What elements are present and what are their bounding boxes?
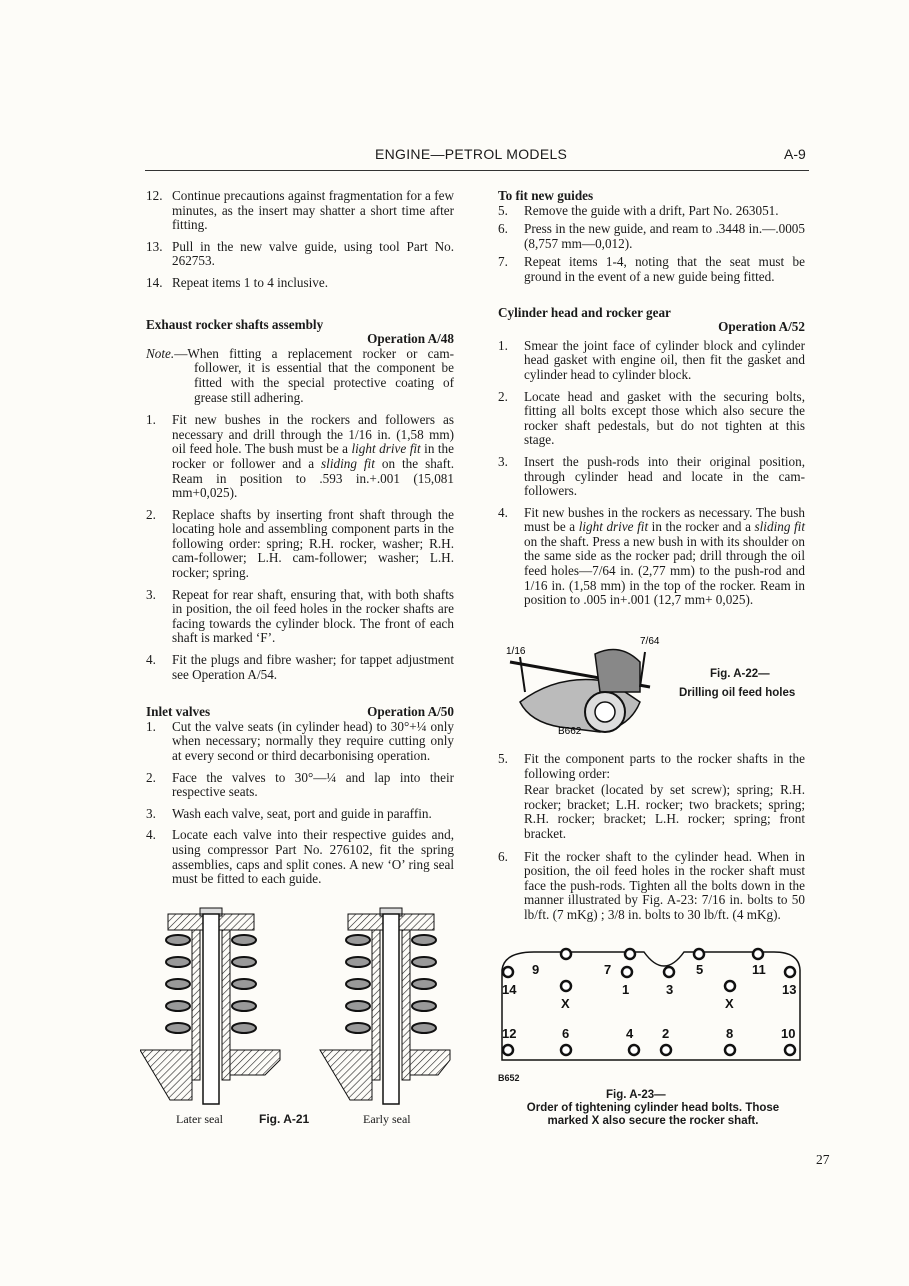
list-item: 6. Fit the rocker shaft to the cylinder head. When in position, the oil feed holes in the rocker shaft must face the push-rods. Tighten all the bolts down in the manner illustrated by Fig. A-23: 7/16 in. bolts to 50 lb/ft. (7 mKg) ; 3/8 in. bolts to 30 lb/ft. (4 mKg).	[498, 848, 805, 922]
list-item: 3. Insert the push-rods into their original position, through cylinder head and locate in the cam-followers.	[498, 453, 805, 499]
list-item: 5. Fit the component parts to the rocker shafts in the following order:	[498, 751, 805, 781]
list-item: 7. Repeat items 1-4, noting that the seat must be ground in the event of a new guide being fitted.	[498, 254, 805, 284]
fig-a22-code: B662	[558, 726, 582, 737]
list-item: 2. Face the valves to 30°—¼ and lap into their respective seats.	[146, 769, 454, 800]
list-item: 13. Pull in the new valve guide, using tool Part No. 262753.	[146, 238, 454, 269]
list-item: 14. Repeat items 1 to 4 inclusive.	[146, 274, 329, 290]
bolt-label: 12	[502, 1026, 517, 1041]
header-title: ENGINE—PETROL MODELS	[375, 146, 568, 162]
list-item: 2. Replace shafts by inserting front shaft through the locating hole and assembling component parts in the following order: spring; R.H. rocker, washer; R.H. cam-follower; L.H. cam-follower; washer; L.H. rocker; spring.	[146, 506, 454, 581]
bolt-label: 10	[781, 1026, 796, 1041]
section-heading-guides: To fit new guides	[498, 188, 594, 203]
bolt-label: 11	[752, 962, 766, 977]
fig-a23-code: B652	[498, 1073, 520, 1083]
list-item: 2. Locate head and gasket with the securing bolts, fitting all bolts except those which also secure the rocker shaft pedestals, but do not tighten at this stage.	[498, 388, 805, 448]
operation-a52: Operation A/52	[718, 319, 805, 335]
list-item: 12. Continue precautions against fragmentation for a few minutes, as the insert may shatter a short time after fitting.	[146, 188, 454, 233]
fig-a23-caption-2: marked X also secure the rocker shaft.	[547, 1115, 759, 1127]
fig-a21-illustration	[140, 900, 460, 1115]
bolt-label: 14	[502, 982, 517, 997]
list-item: 1. Cut the valve seats (in cylinder head) to 30°+¼ only when necessary; normally they require cutting only at every second or third decarbonising operation.	[146, 718, 454, 763]
fig-a23-diagram	[494, 940, 808, 1070]
fig-a21-left-label: Later seal	[176, 1112, 223, 1126]
list-item: 4. Locate each valve into their respective guides and, using compressor Part No. 276102, fit the spring assemblies, caps and split cones. A new ‘O’ ring seal must be fitted to each guide.	[146, 827, 454, 887]
bolt-label: 9	[532, 962, 540, 977]
fig-a22-mark-right: 7/64	[640, 636, 660, 647]
operation-a48: Operation A/48	[367, 331, 454, 347]
left-column	[146, 189, 454, 894]
section-heading-inlet: Inlet valves Operation A/50	[146, 704, 454, 720]
fig-a22-mark-left: 1/16	[506, 646, 526, 657]
later-seal-drawing	[140, 908, 280, 1104]
bolt-label: 1	[622, 982, 630, 997]
fig-a21-right-label: Early seal	[363, 1112, 411, 1126]
fig-a21-label: Fig. A-21	[259, 1112, 310, 1126]
rocker-bolt-mark: X	[725, 996, 734, 1011]
list-item: 1. Smear the joint face of cylinder block and cylinder head gasket with engine oil, then fit the gasket and cylinder head to cylinder block.	[498, 337, 805, 382]
bolt-label: 2	[662, 1026, 670, 1041]
section-heading-exhaust: Exhaust rocker shafts assembly	[146, 316, 324, 332]
list-item: 5. Remove the guide with a drift, Part No. 263051.	[498, 202, 779, 218]
bolt-label: 7	[604, 962, 612, 977]
right-column-lower	[498, 752, 805, 930]
note: Note.—When fitting a replacement rocker or cam-follower, it is essential that the component be fitted with the special protective coating of grease still adhering.	[146, 345, 454, 405]
fig-a22-label: Fig. A-22—	[710, 668, 770, 680]
bolt-label: 13	[782, 982, 797, 997]
list-item: 4. Fit the plugs and fibre washer; for tappet adjustment see Operation A/54.	[146, 652, 454, 682]
bolt-label: 5	[696, 962, 704, 977]
fig-a22-caption: Drilling oil feed holes	[679, 687, 796, 699]
fig-a23-label: Fig. A-23—	[606, 1089, 666, 1101]
list-item: 6. Press in the new guide, and ream to .3448 in.—.0005 (8,757 mm—0,012).	[498, 221, 805, 251]
list-item: 4. Fit new bushes in the rockers as necessary. The bush must be a light drive fit in the rocker and a sliding fit on the shaft. Press a new bush in with its shoulder on the same side as the rocker pad; drill through the oil feed holes—7/64 in. (2,77 mm) to the push-rod and 1/16 in. (1,58 mm) in the top of the rocker. Ream in position to .005 in+.001 (12,7 mm+ 0,025).	[498, 504, 805, 608]
bolt-label: 4	[626, 1026, 634, 1041]
fig-a23-caption-1: Order of tightening cylinder head bolts. Those	[526, 1102, 780, 1114]
header-rule	[145, 170, 809, 171]
list-item: 3. Wash each valve, seat, port and guide in paraffin.	[146, 805, 432, 821]
section-heading-cylinder: Cylinder head and rocker gear	[498, 304, 671, 320]
early-seal-drawing	[320, 908, 450, 1104]
rocker-bolt-mark: X	[561, 996, 570, 1011]
bolt-label: 3	[666, 982, 674, 997]
header-page-ref: A-9	[784, 146, 806, 162]
page-number: 27	[816, 1152, 830, 1167]
list-item: 3. Repeat for rear shaft, ensuring that, with both shafts in position, the oil feed holes in the rocker shafts are facing towards the cylinder block. The front of each shaft is marked ‘F’.	[146, 586, 454, 646]
paragraph: Rear bracket (located by set screw); spring; R.H. rocker; bracket; L.H. rocker; two brackets; spring; R.H. rocker; bracket; L.H. rocker; spring; front bracket.	[524, 782, 805, 841]
right-column	[498, 189, 805, 615]
bolt-label: 8	[726, 1026, 734, 1041]
list-item: 1. Fit new bushes in the rockers and followers as necessary and drill through the 1/16 in. (1,58 mm) oil feed hole. The bush must be a light drive fit in the rocker or follower and a sliding fit on the shaft. Ream in position to .593 in.+.001 (15,081 mm+0,025).	[146, 412, 454, 501]
fig-a22-illustration	[500, 632, 670, 747]
bolt-label: 6	[562, 1026, 570, 1041]
